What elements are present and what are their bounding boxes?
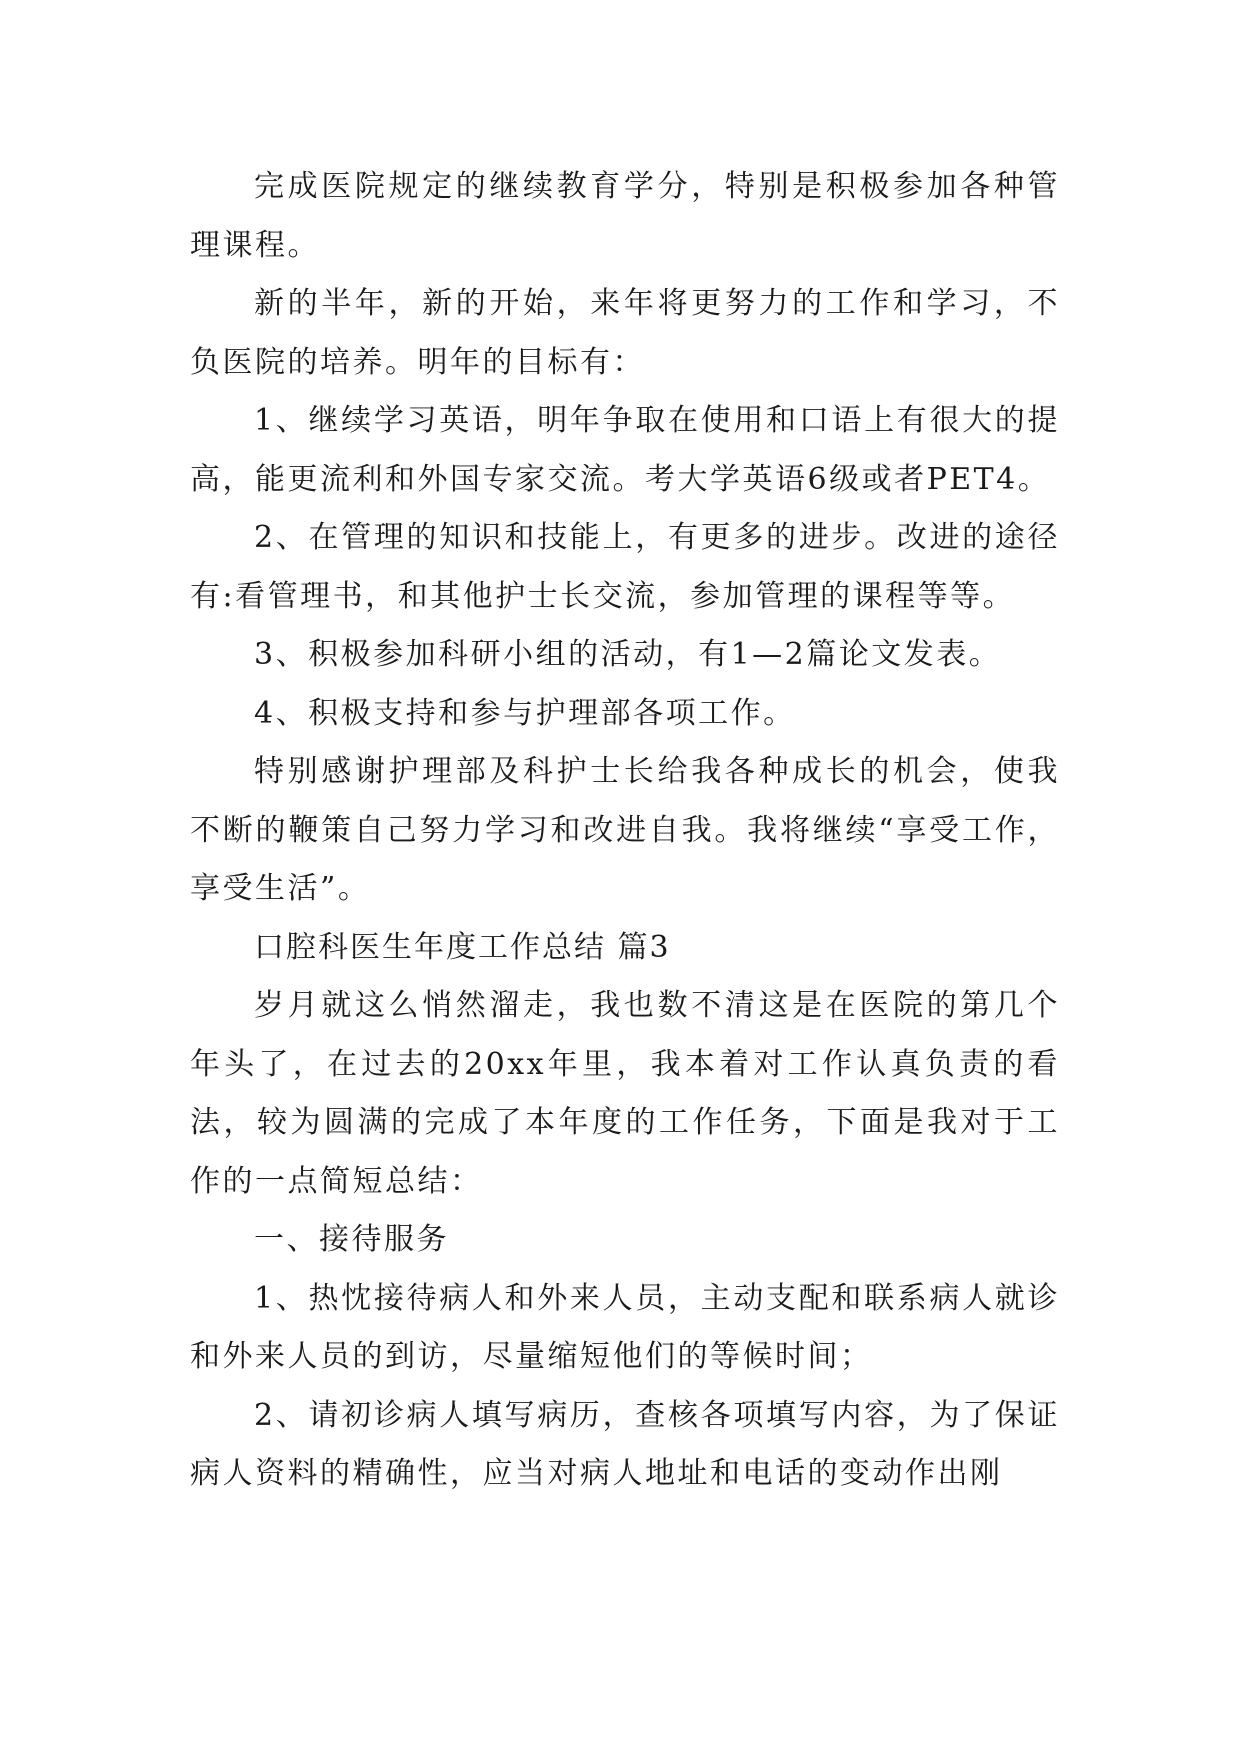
paragraph-goal-management: 2、在管理的知识和技能上，有更多的进步。改进的途径有:看管理书，和其他护士长交流，参加管理的课程等等。 <box>190 520 1060 614</box>
section-title: 口腔科医生年度工作总结 篇3 <box>254 929 671 965</box>
paragraph-reception-1: 1、热忱接待病人和外来人员，主动支配和联系病人就诊和外来人员的到访，尽量缩短他们的等候时间； <box>190 1280 1060 1374</box>
paragraph-intro: 岁月就这么悄然溜走，我也数不清这是在医院的第几个年头了，在过去的20xx年里，我本着对工作认真负责的看法，较为圆满的完成了本年度的工作任务，下面是我对于工作的一点简短总结： <box>190 988 1060 1199</box>
paragraph-goal-english: 1、继续学习英语，明年争取在使用和口语上有很大的提高，能更流利和外国专家交流。考大学英语6级或者PET4。 <box>190 403 1060 497</box>
section-heading-reception: 一、接待服务 <box>254 1222 449 1257</box>
document-body <box>190 158 1060 1504</box>
paragraph-goal-research: 3、积极参加科研小组的活动，有1—2篇论文发表。 <box>254 637 1002 672</box>
paragraph-continuing-education: 完成医院规定的继续教育学分，特别是积极参加各种管理课程。 <box>190 169 1060 263</box>
paragraph-thanks: 特别感谢护理部及科护士长给我各种成长的机会，使我不断的鞭策自己努力学习和改进自我。我将继续“享受工作，享受生活”。 <box>190 754 1060 906</box>
paragraph-new-half-year: 新的半年，新的开始，来年将更努力的工作和学习，不负医院的培养。明年的目标有： <box>190 286 1060 380</box>
paragraph-goal-support: 4、积极支持和参与护理部各项工作。 <box>254 695 796 731</box>
paragraph-reception-2: 2、请初诊病人填写病历，查核各项填写内容，为了保证病人资料的精确性，应当对病人地址和电话的变动作出刚 <box>190 1397 1060 1491</box>
